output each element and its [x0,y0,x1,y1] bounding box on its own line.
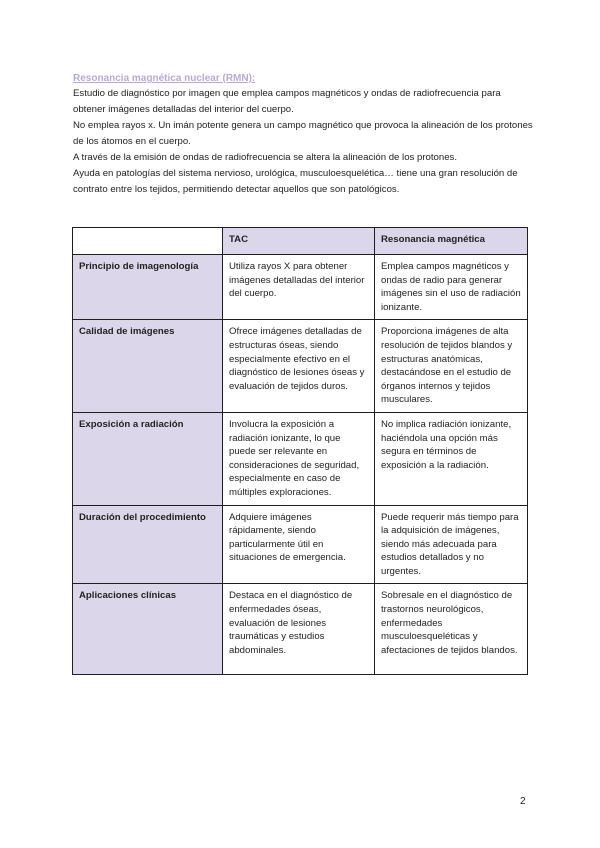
comparison-table [72,227,528,675]
row-label: Exposición a radiación [73,412,223,505]
section-heading: Resonancia magnética nuclear (RMN): [73,73,256,84]
row-label: Duración del procedimiento [73,505,223,584]
cell-rm: Puede requerir más tiempo para la adquisición de imágenes, siendo más adecuada para estudios detallados y no urgentes. [375,505,528,584]
cell-tac: Utiliza rayos X para obtener imágenes detalladas del interior del cuerpo. [223,255,375,320]
paragraph-definition: Estudio de diagnóstico por imagen que emplea campos magnéticos y ondas de radiofrecuencia para obtener imágenes detalladas del interior del cuerpo. [73,88,501,115]
row-label: Aplicaciones clínicas [73,584,223,675]
table-row [73,505,528,584]
cell-tac: Involucra la exposición a radiación ionizante, lo que puede ser relevante en consideraciones de seguridad, especialmente en caso de múltiples exploraciones. [223,412,375,505]
intro-section [73,72,533,198]
table-row [73,255,528,320]
cell-rm: No implica radiación ionizante, haciéndola una opción más segura en términos de exposición a la radiación. [375,412,528,505]
header-resonancia: Resonancia magnética [375,228,528,255]
table-header-row [73,228,528,255]
page-number: 2 [520,796,526,807]
paragraph-radiofrequency: A través de la emisión de ondas de radiofrecuencia se altera la alineación de los protones. [73,152,457,163]
table-row [73,412,528,505]
cell-rm: Emplea campos magnéticos y ondas de radio para generar imágenes sin el uso de radiación ionizante. [375,255,528,320]
cell-tac: Adquiere imágenes rápidamente, siendo particularmente útil en situaciones de emergencia. [223,505,375,584]
row-label: Calidad de imágenes [73,320,223,413]
cell-tac: Ofrece imágenes detalladas de estructuras óseas, siendo especialmente efectivo en el diagnóstico de lesiones óseas y evaluación de tejidos duros. [223,320,375,413]
cell-rm: Proporciona imágenes de alta resolución de tejidos blandos y estructuras anatómicas, destacándose en el estudio de órganos internos y tejidos musculares. [375,320,528,413]
paragraph-mechanism: No emplea rayos x. Un imán potente genera un campo magnético que provoca la alineación de los protones de los átomos en el cuerpo. [73,120,533,147]
paragraph-applications: Ayuda en patologías del sistema nervioso, urológica, musculoesquelética… tiene una gran resolución de contrato entre los tejidos, permitiendo detectar aquellos que son patológicos. [73,168,518,195]
table-row [73,320,528,413]
header-empty-cell [73,228,223,255]
row-label: Principio de imagenología [73,255,223,320]
cell-rm: Sobresale en el diagnóstico de trastornos neurológicos, enfermedades musculoesqueléticas y afectaciones de tejidos blandos. [375,584,528,675]
table-row [73,584,528,675]
cell-tac: Destaca en el diagnóstico de enfermedades óseas, evaluación de lesiones traumáticas y estudios abdominales. [223,584,375,675]
header-tac: TAC [223,228,375,255]
